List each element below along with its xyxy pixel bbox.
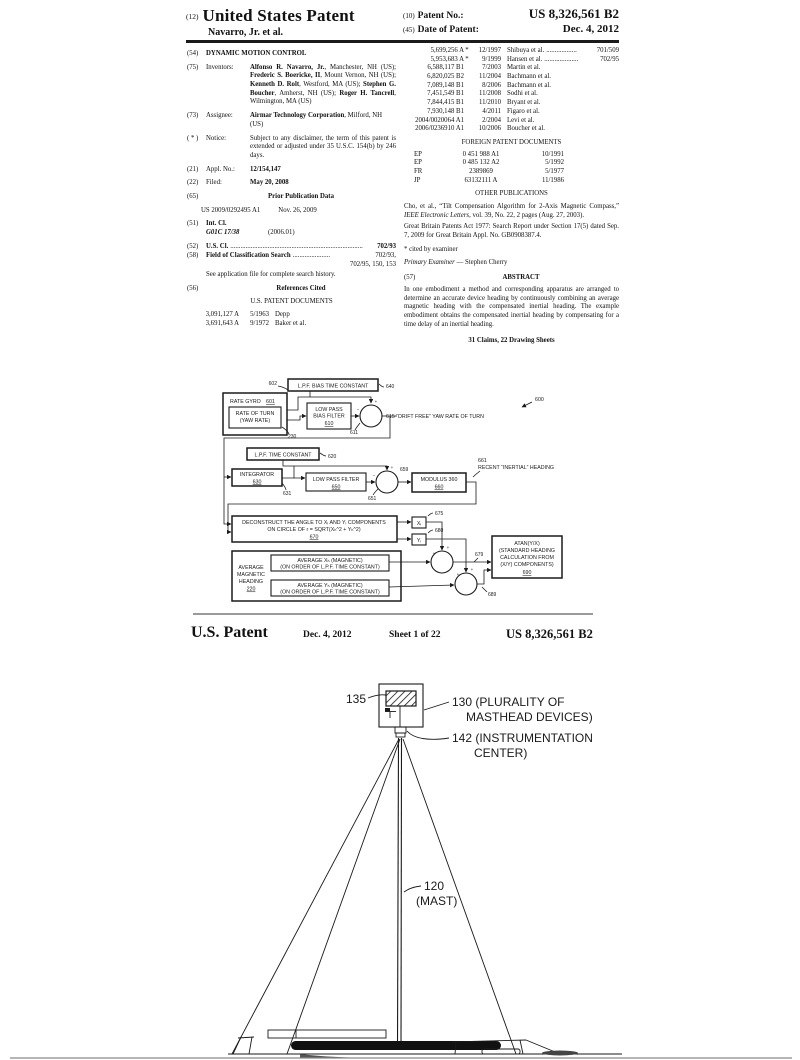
field-num: (51) <box>187 220 199 228</box>
leader-dots: .............................................................................. <box>230 242 363 250</box>
ref-661: 661 <box>478 458 487 464</box>
field-num-12: (12) <box>186 12 199 21</box>
ref-number: 3,091,127 A <box>205 310 239 318</box>
sheet-header-title: U.S. Patent <box>191 624 268 641</box>
patent-no-label: Patent No.: <box>417 11 464 21</box>
leader-dots <box>553 73 617 82</box>
ref-610: 610 <box>324 421 334 427</box>
ref-star: * <box>465 55 469 63</box>
ref-220: 220 <box>246 586 256 593</box>
prior-pub-heading: Prior Publication Data <box>268 192 334 200</box>
publication-2: Great Britain Patents Act 1977: Search Report under Section 17(5) dated Sep. 7, 2009 for Great Britain Appl. No. GB0908387.4. <box>404 223 619 240</box>
field-num: (52) <box>187 242 199 250</box>
field-num: (65) <box>187 192 199 200</box>
patent-number: US 8,326,561 B2 <box>528 6 619 21</box>
doc-date: 10/1991 <box>541 150 564 158</box>
leader-dots: .................... <box>544 55 579 63</box>
assignee-label: Assignee: <box>206 112 233 120</box>
plus-sign: + <box>456 572 460 577</box>
field-52-us-cl <box>187 243 396 252</box>
left-us-docs-list <box>187 311 396 328</box>
field-num: (54) <box>187 50 199 57</box>
leader-620 <box>320 453 326 456</box>
plus-sign: + <box>374 399 378 404</box>
mast-line-right <box>401 738 402 1047</box>
field-num-45: (45) <box>403 26 415 34</box>
cockpit-shadow <box>542 1051 578 1056</box>
abstract-heading: ABSTRACT <box>502 274 540 282</box>
field-num: (22) <box>187 179 199 187</box>
reference-row <box>404 90 619 99</box>
ref-679: 679 <box>475 552 484 558</box>
appl-no-value: 12/154,147 <box>250 165 281 173</box>
reference-row <box>187 320 396 329</box>
field-num: (56) <box>187 285 199 293</box>
appl-no-label: Appl. No.: <box>206 165 235 173</box>
claims-line: 31 Claims, 22 Drawing Sheets <box>468 337 555 345</box>
ref-659: 659 <box>400 467 409 473</box>
ref-135: 135 <box>345 692 366 706</box>
header-rule <box>186 40 619 43</box>
ref-120: 120 <box>424 879 445 893</box>
int-cl-label: Int. Cl. <box>206 220 227 228</box>
field-notice <box>187 135 396 161</box>
united-states-patent-title: United States Patent <box>202 6 355 25</box>
field-num: (21) <box>187 165 199 173</box>
ref-date: 11/2010 <box>478 99 501 107</box>
us-cl-label: U.S. Cl. <box>206 242 229 250</box>
field-num: ( * ) <box>187 134 199 142</box>
instrumentation-center-box <box>395 727 406 733</box>
fig-600-arrow <box>522 402 532 407</box>
ref-142-line2: CENTER) <box>474 746 528 760</box>
leader-dots <box>536 117 617 126</box>
foreign-docs-list <box>404 151 619 186</box>
field-54-title <box>187 50 396 59</box>
field-search-v2: 702/95, 150, 153 <box>349 261 396 269</box>
field-num: (73) <box>187 112 199 120</box>
doc-number: 63132111 A <box>464 176 498 184</box>
ref-name: Bachmann et al. <box>507 73 551 81</box>
field-56-references <box>187 285 396 294</box>
reference-row <box>404 56 619 65</box>
leader-120 <box>404 886 421 892</box>
leader-dots <box>542 99 617 108</box>
ref-611: 611 <box>350 430 358 436</box>
ref-date: 11/2008 <box>478 90 501 98</box>
leader-602 <box>278 386 288 390</box>
field-num: (58) <box>187 252 199 260</box>
lpf-time-constant-label: L.P.F. TIME CONSTANT <box>254 452 312 459</box>
ref-130-line1: 130 (PLURALITY OF <box>452 695 565 709</box>
plus-sign: + <box>390 465 394 470</box>
average-xh-label-2: (ON ORDER OF L.P.F. TIME CONSTANT) <box>280 564 380 571</box>
ref-date: 9/1999 <box>482 55 501 63</box>
ref-690: 690 <box>522 570 532 576</box>
leader-dots <box>553 82 617 91</box>
boom-upper-bar <box>268 1030 386 1038</box>
ref-number: 7,930,148 B1 <box>427 107 464 115</box>
fig-2-sailboat <box>0 650 800 1060</box>
ref-600: 600 <box>535 397 544 403</box>
ref-date: 2/2004 <box>482 116 501 124</box>
ref-630: 630 <box>252 479 262 486</box>
ref-number: 2004/0020064 A1 <box>415 116 464 124</box>
minus-sign: − <box>372 473 376 478</box>
foreign-row <box>404 151 619 160</box>
leader-611 <box>355 423 360 430</box>
cited-by-examiner: * cited by examiner <box>404 245 458 253</box>
ref-230: 230 <box>288 434 297 440</box>
atan-label-4: (X/Y) COMPONENTS) <box>500 562 554 568</box>
ref-name: Figaro et al. <box>507 107 540 115</box>
plus-sign: + <box>432 551 436 556</box>
ref-name: Bryant et al. <box>507 99 541 107</box>
foreign-row <box>404 177 619 186</box>
primary-examiner: Primary Examiner — Stephen Cherry <box>404 259 508 267</box>
field-75-inventors <box>187 64 396 107</box>
field-73-assignee <box>187 112 396 129</box>
wire <box>283 460 387 470</box>
ref-star: * <box>465 47 469 54</box>
foreign-row <box>404 159 619 168</box>
ref-620: 620 <box>328 454 337 460</box>
front-page-right-column <box>404 47 619 346</box>
doc-date: 5/1992 <box>545 159 564 167</box>
leader-689 <box>482 587 487 592</box>
leader-230 <box>282 427 289 434</box>
prior-pub-number: US 2009/0292495 A1 <box>201 206 261 214</box>
date-of-patent-label: Date of Patent: <box>417 25 479 35</box>
leader-675 <box>428 513 433 516</box>
integrator-label: INTEGRATOR <box>239 472 275 478</box>
ref-689: 689 <box>488 592 497 598</box>
inner-stay <box>287 739 400 1054</box>
low-pass-bias-filter-label-2: BIAS FILTER <box>313 413 345 420</box>
leader-142 <box>407 731 449 739</box>
forestay <box>232 739 399 1054</box>
bow-pulpit-rail <box>249 1037 252 1054</box>
field-51-int-cl <box>187 220 396 229</box>
leader-dots <box>542 64 617 73</box>
us-patent-documents-heading: U.S. PATENT DOCUMENTS <box>250 298 333 306</box>
ref-number: 7,451,549 B1 <box>427 90 464 98</box>
drift-free-yaw-rate-label: 615 “DRIFT FREE” YAW RATE OF TURN <box>386 414 484 420</box>
references-cited-heading: References Cited <box>276 285 326 293</box>
ref-number: 6,588,117 B1 <box>427 64 464 72</box>
ref-601: 601 <box>266 399 275 405</box>
ref-name: Martin et al. <box>507 64 541 72</box>
ref-name: Depp <box>275 310 290 318</box>
wire <box>389 585 454 587</box>
ref-name: Shibuya et al. <box>507 47 545 54</box>
ref-640: 640 <box>386 384 395 390</box>
us-docs-list <box>404 47 619 134</box>
average-xh-label-1: AVERAGE Xₕ (MAGNETIC) <box>297 558 363 564</box>
field-21-appl-no <box>187 166 396 175</box>
header-right <box>403 6 619 38</box>
doc-number: 0 451 988 A1 <box>462 150 500 158</box>
field-num: (75) <box>187 63 199 71</box>
country-code: EP <box>414 150 422 158</box>
doc-date: 11/1986 <box>541 176 564 184</box>
foreign-docs-heading: FOREIGN PATENT DOCUMENTS <box>461 138 562 146</box>
assignee-value: Airmar Technology Corporation, Milford, NH (US) <box>250 112 383 128</box>
inventors-value: Alfonso R. Navarro, Jr., Manchester, NH (US); Frederic S. Boericke, II, Mount Vernon, NH (US); Kenneth D. Rolt, Westford, MA (US); Stephen G. Boucher, Amherst, NH (US); Roger H. Tancrell, Wilmington, MA (US) <box>250 63 397 106</box>
plus-sign: + <box>470 567 474 572</box>
inventors-label: Inventors: <box>206 63 234 71</box>
country-code: JP <box>414 176 421 184</box>
masthead-sensor-hatched <box>386 691 416 706</box>
foreign-row <box>404 168 619 177</box>
ref-date: 4/2011 <box>482 107 501 115</box>
sheet-header-sheet-number: Sheet 1 of 22 <box>389 630 441 640</box>
average-yh-label-2: (ON ORDER OF L.P.F. TIME CONSTANT) <box>280 589 380 596</box>
summing-junction-1 <box>360 405 382 427</box>
summing-junction-2 <box>376 471 398 493</box>
atan-label-1: ATAN(Y/X) <box>514 541 540 547</box>
low-pass-filter-label: LOW PASS FILTER <box>312 477 360 483</box>
prior-pub-date: Nov. 26, 2009 <box>278 206 317 214</box>
front-page-left-column <box>187 50 396 328</box>
reference-row <box>404 82 619 91</box>
other-publications-heading: OTHER PUBLICATIONS <box>475 190 548 198</box>
ref-date: 8/2006 <box>482 81 501 89</box>
ref-631: 631 <box>283 491 292 497</box>
leader-dots <box>547 125 617 134</box>
int-cl-class: G01C 17/38 <box>206 229 240 236</box>
deconstruct-label-2: ON CIRCLE OF r = SQRT(Xₕ^2 + Yₕ^2) <box>267 527 361 533</box>
field-65-prior-pub <box>187 193 396 202</box>
page-separator-rule <box>193 613 593 615</box>
ref-date: 11/2004 <box>478 73 501 81</box>
ref-number: 5,953,683 A <box>430 55 464 63</box>
ref-number: 6,820,025 B2 <box>427 73 464 81</box>
ref-675: 675 <box>435 511 444 517</box>
lpf-bias-time-constant-label: L.P.F. BIAS TIME CONSTANT <box>297 383 369 390</box>
patent-front-header <box>186 6 619 38</box>
atan-label-2: (STANDARD HEADING <box>498 548 556 554</box>
us-cl-value: 702/93 <box>377 242 396 250</box>
ref-date: 9/1972 <box>250 319 269 327</box>
ref-date: 5/1963 <box>250 310 269 318</box>
wire <box>426 522 442 550</box>
reference-row <box>404 47 619 56</box>
wire <box>287 416 306 420</box>
ref-number: 5,699,256 A <box>430 47 464 54</box>
atan-label-3: CALCULATION FROM <box>500 555 554 561</box>
reference-row <box>404 64 619 73</box>
rate-of-turn-label-2: (YAW RATE) <box>239 418 271 424</box>
ref-660: 660 <box>434 484 444 491</box>
mast-line-left <box>398 738 399 1047</box>
avg-mag-heading-label-3: HEADING <box>238 579 264 585</box>
ref-name: Boucher et al. <box>507 125 545 133</box>
ref-name: Hansen et al. <box>507 55 543 63</box>
minus-sign: − <box>356 407 360 412</box>
doc-date: 5/1977 <box>545 167 564 175</box>
ref-class: 701/509 <box>596 47 619 54</box>
recent-inertial-heading-label: RECENT “INERTIAL” HEADING <box>478 465 555 471</box>
country-code: EP <box>414 159 422 167</box>
leader-661 <box>473 471 480 477</box>
leader-dots: .................. <box>546 47 577 54</box>
ref-120-mast: (MAST) <box>416 894 458 908</box>
ref-670: 670 <box>309 534 319 541</box>
int-cl-value-row <box>206 229 396 238</box>
rate-gyro-label: RATE GYRO <box>230 399 261 405</box>
leader-640 <box>379 384 384 387</box>
yi-label: Yᵢ <box>416 538 422 544</box>
instrumentation-center-base <box>396 733 405 737</box>
field-num-57: (57) <box>404 274 416 282</box>
ref-number: 7,844,415 B1 <box>427 99 464 107</box>
sheet-header-patent-number: US 8,326,561 B2 <box>506 627 593 641</box>
field-search-label: Field of Classification Search <box>206 252 291 260</box>
leader-680 <box>428 530 433 533</box>
prior-pub-row <box>201 207 396 216</box>
low-pass-bias-filter-label-1: LOW PASS <box>315 407 343 413</box>
country-code: FR <box>414 167 423 175</box>
wire <box>477 570 491 584</box>
ref-number: 3,691,643 A <box>205 319 239 327</box>
reference-row <box>404 117 619 126</box>
average-yh-label-1: AVERAGE Yₕ (MAGNETIC) <box>297 583 363 589</box>
leader-651 <box>373 489 378 495</box>
deconstruct-label-1: DECONSTRUCT THE ANGLE TO Xᵢ AND Yᵢ COMPONENTS <box>242 520 386 526</box>
leader-dots <box>540 90 617 99</box>
ref-date: 10/2006 <box>478 125 501 133</box>
abstract-heading-row <box>404 274 619 283</box>
ref-number: 7,089,148 B1 <box>427 81 464 89</box>
doc-number: 0 485 132 A2 <box>462 159 500 167</box>
leader-679 <box>474 558 478 562</box>
wind-vane-icon <box>385 708 390 712</box>
leader-dots: ...................... <box>292 252 331 260</box>
field-search-note: See application file for complete search history. <box>206 270 336 278</box>
header-left <box>186 6 355 38</box>
leader-130 <box>424 702 449 710</box>
ref-680: 680 <box>435 528 444 534</box>
reference-row <box>404 73 619 82</box>
field-search-v1: 702/93, <box>375 252 396 260</box>
field-58-search <box>187 252 396 261</box>
patent-authors: Navarro, Jr. et al. <box>208 27 283 38</box>
int-cl-version: (2006.01) <box>268 229 295 236</box>
ref-130-line2: MASTHEAD DEVICES) <box>466 710 593 724</box>
ref-651: 651 <box>368 496 377 502</box>
bow-pulpit-rail <box>233 1037 241 1054</box>
modulus-360-label: MODULUS 360 <box>420 477 458 483</box>
filed-label: Filed: <box>206 179 222 187</box>
ref-number: 2006/0236910 A1 <box>415 125 464 133</box>
sheet-header-date: Dec. 4, 2012 <box>303 630 352 640</box>
doc-number: 2389869 <box>469 167 493 175</box>
xi-label: Xᵢ <box>416 521 422 527</box>
ref-142-line1: 142 (INSTRUMENTATION <box>452 731 593 745</box>
reference-row <box>187 311 396 320</box>
sheet-header <box>0 622 800 648</box>
invention-title: DYNAMIC MOTION CONTROL <box>206 50 307 57</box>
notice-text: Subject to any disclaimer, the term of this patent is extended or adjusted under 35 U.S.C. 154(b) by 246 days. <box>250 134 396 159</box>
ref-name: Bachmann et al. <box>507 81 551 89</box>
ref-date: 7/2003 <box>482 64 501 72</box>
plus-sign: + <box>446 545 450 550</box>
field-num-10: (10) <box>403 12 415 20</box>
avg-mag-heading-label-1: AVERAGE <box>238 565 264 571</box>
notice-label: Notice: <box>206 134 227 142</box>
ref-date: 12/1997 <box>478 47 501 54</box>
date-of-patent: Dec. 4, 2012 <box>562 23 619 35</box>
ref-name: Sodhi et al. <box>507 90 538 98</box>
ref-class: 702/95 <box>600 55 619 63</box>
publication-1: Cho, et al., “Tilt Compensation Algorithm for 2-Axis Magnetic Compass,” IEEE Electronic Letters, vol. 39, No. 22, 2 pages (Aug. 27, 2003). <box>404 203 619 219</box>
boom-dark-bar <box>291 1041 501 1050</box>
avg-mag-heading-label-2: MAGNETIC <box>237 572 265 578</box>
ref-650: 650 <box>331 484 341 491</box>
field-22-filed <box>187 179 396 188</box>
ref-name: Baker et al. <box>275 319 307 327</box>
filed-value: May 20, 2008 <box>250 179 289 187</box>
rate-of-turn-label-1: RATE OF TURN <box>235 411 275 417</box>
ref-602: 602 <box>268 381 277 387</box>
abstract-text: In one embodiment a method and corresponding apparatus are arranged to determine an accurate device heading by continuously combining an average magnetic heading with the compensated inertial heading. The example embodiment obtains the compensated inertial heading by compensating for a time delay of an inertial heading. <box>404 285 619 328</box>
fig-heading-flow-diagram <box>185 374 620 614</box>
reference-row <box>404 108 619 117</box>
ref-name: Levi et al. <box>507 116 535 124</box>
leader-135 <box>368 695 386 698</box>
leader-dots <box>542 108 617 117</box>
reference-row <box>404 125 619 134</box>
reference-row <box>404 99 619 108</box>
